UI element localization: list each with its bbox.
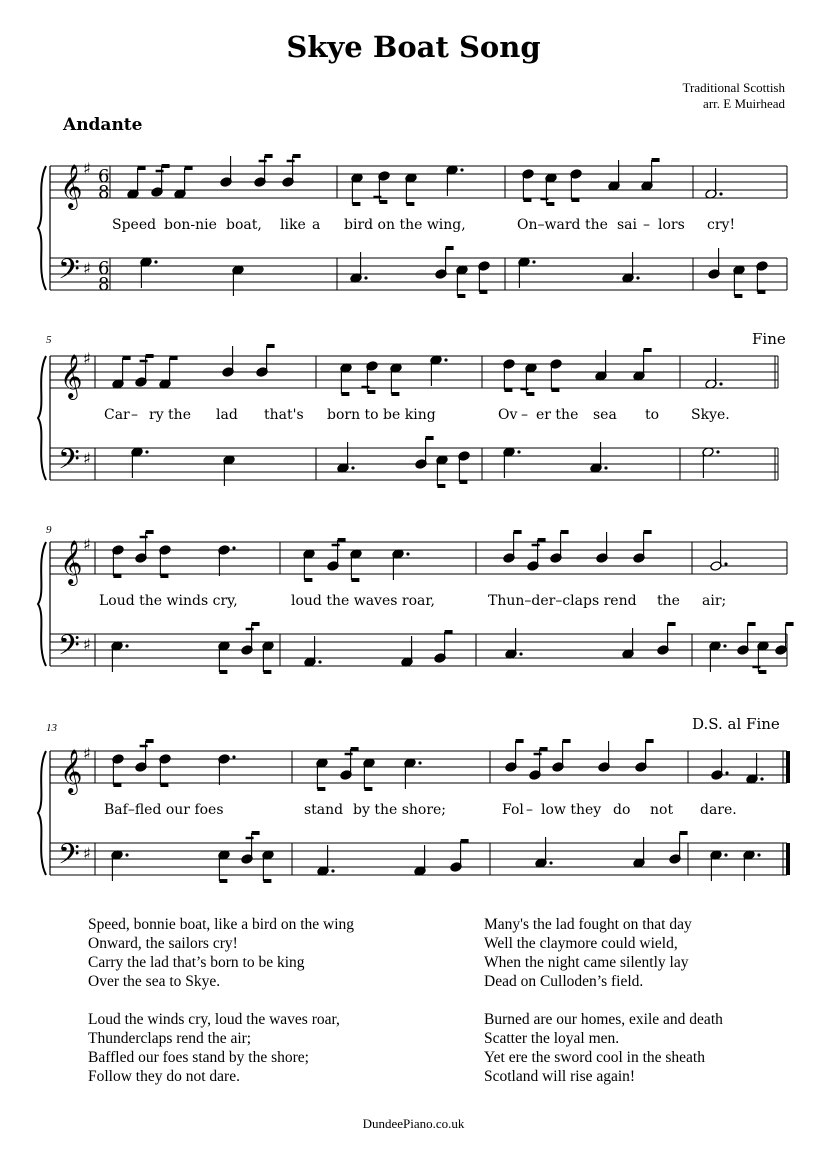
key-signature-sharp: ♯	[83, 635, 91, 654]
lyric-syllable: Car	[104, 407, 130, 423]
lyric-syllable: Speed	[112, 217, 157, 233]
verse-line: Dead on Culloden’s field.	[484, 973, 644, 990]
treble-clef: 𝄞	[60, 749, 83, 793]
lyric-syllable: sai	[617, 217, 638, 233]
note-dot	[532, 260, 535, 263]
note-dot	[351, 466, 354, 469]
bass-clef: 𝄢	[58, 443, 80, 483]
key-signature-sharp: ♯	[83, 844, 91, 863]
verse-line: Many's the lad fought on that day	[484, 916, 692, 933]
lyric-hyphen: –	[521, 407, 528, 423]
lyric-syllable: cry!	[707, 217, 736, 233]
lyric-syllable: Fol	[502, 802, 524, 818]
note-dot	[723, 644, 726, 647]
note-dot	[418, 761, 421, 764]
lyric-syllable: boat,	[226, 217, 262, 233]
lyric-syllable: sea	[593, 407, 617, 423]
final-barline-thick	[786, 843, 790, 875]
note-dot	[716, 450, 719, 453]
lyric-syllable: lors	[658, 217, 685, 233]
note-dot	[318, 660, 321, 663]
lyric-syllable: the	[585, 217, 608, 233]
time-signature-number: 8	[98, 274, 110, 295]
note-dot	[719, 382, 722, 385]
note-dot	[724, 853, 727, 856]
lyric-syllable: loud the waves roar,	[291, 593, 435, 609]
note-dot	[719, 192, 722, 195]
verse-line: Well the claymore could wield,	[484, 935, 678, 952]
note-dot	[725, 771, 728, 774]
key-signature-sharp: ♯	[83, 259, 91, 278]
key-signature-sharp: ♯	[83, 449, 91, 468]
verse-line: Loud the winds cry, loud the waves roar,	[88, 1011, 340, 1028]
verse-line: Follow they do not dare.	[88, 1068, 240, 1085]
lyric-syllable: Thun–der–claps rend	[488, 593, 637, 609]
verse-line: Over the sea to Skye.	[88, 973, 221, 990]
time-signature-number: 6	[98, 258, 110, 279]
lyric-syllable: On–ward	[517, 217, 581, 233]
verse-line: Yet ere the sword cool in the sheath	[484, 1049, 705, 1066]
note-dot	[145, 450, 148, 453]
note-dot	[406, 552, 409, 555]
time-signature-number: 8	[98, 182, 110, 203]
measure-number: 9	[46, 524, 52, 536]
lyric-syllable: Baf–fled our foes	[104, 802, 224, 818]
lyric-syllable: dare.	[700, 802, 737, 818]
verse-line: Onward, the sailors cry!	[88, 935, 238, 952]
note-dot	[549, 861, 552, 864]
key-signature-sharp: ♯	[83, 349, 91, 368]
lyric-syllable: stand	[304, 802, 344, 818]
final-barline-thick	[786, 751, 790, 783]
bass-clef: 𝄢	[58, 838, 80, 878]
note-dot	[604, 466, 607, 469]
lyric-syllable: bird on the wing,	[344, 217, 466, 233]
fine-marking: Fine	[752, 330, 786, 348]
lyric-syllable: not	[650, 802, 674, 818]
treble-clef: 𝄞	[60, 164, 83, 208]
lyric-syllable: Ov	[498, 407, 518, 423]
brace	[38, 166, 46, 290]
brace	[38, 542, 46, 666]
measure-number: 13	[46, 722, 57, 734]
note-dot	[232, 546, 235, 549]
note-dot	[154, 260, 157, 263]
lyric-hyphen: –	[526, 802, 533, 818]
note-dot	[760, 777, 763, 780]
lyric-syllable: Skye.	[691, 407, 730, 423]
lyric-syllable: air;	[702, 593, 727, 609]
lyric-syllable: born to be king	[327, 407, 436, 423]
lyric-syllable: bon-nie	[164, 217, 217, 233]
key-signature-sharp: ♯	[83, 744, 91, 763]
note-dot	[232, 755, 235, 758]
composer-line: Traditional Scottish	[682, 80, 785, 95]
brace	[38, 356, 46, 480]
bass-clef: 𝄢	[58, 629, 80, 669]
note-dot	[444, 358, 447, 361]
measure-number: 5	[46, 334, 52, 346]
treble-clef: 𝄞	[60, 540, 83, 584]
verse-line: Scotland will rise again!	[484, 1068, 636, 1085]
lyric-syllable: a	[312, 217, 321, 233]
note-dot	[519, 652, 522, 655]
brace	[38, 751, 46, 875]
arranger-line: arr. E Muirhead	[703, 96, 785, 111]
key-signature-sharp: ♯	[83, 159, 91, 178]
lyric-hyphen: –	[643, 217, 650, 233]
lyric-syllable: ry the	[149, 407, 191, 423]
note-dot	[724, 562, 727, 565]
verse-line: Speed, bonnie boat, like a bird on the wing	[88, 916, 355, 933]
verse-line: When the night came silently lay	[484, 954, 689, 971]
footer-website: DundeePiano.co.uk	[362, 1116, 465, 1131]
lyric-syllable: lad	[216, 407, 238, 423]
verse-line: Burned are our homes, exile and death	[484, 1011, 723, 1028]
note-dot	[517, 450, 520, 453]
score-title: Skye Boat Song	[286, 30, 541, 64]
note-dot	[125, 644, 128, 647]
lyric-syllable: low they	[541, 802, 602, 818]
lyric-syllable: like	[280, 217, 306, 233]
verse-line: Baffled our foes stand by the shore;	[88, 1049, 309, 1066]
lyric-syllable: by the shore;	[353, 802, 447, 818]
lyric-hyphen: –	[131, 407, 138, 423]
bass-clef: 𝄢	[58, 253, 80, 293]
note-dot	[757, 853, 760, 856]
lyric-syllable: er the	[536, 407, 579, 423]
lyric-syllable: that's	[264, 407, 304, 423]
lyric-syllable: Loud the winds cry,	[99, 593, 238, 609]
ds-al-fine-marking: D.S. al Fine	[692, 715, 780, 733]
note-dot	[125, 853, 128, 856]
tempo-marking: Andante	[63, 115, 143, 135]
note-dot	[331, 869, 334, 872]
note-dot	[364, 276, 367, 279]
verse-line: Scatter the loyal men.	[484, 1030, 620, 1047]
key-signature-sharp: ♯	[83, 535, 91, 554]
lyric-syllable: to	[645, 407, 660, 423]
verse-line: Thunderclaps rend the air;	[88, 1030, 252, 1047]
note-dot	[460, 168, 463, 171]
time-signature-number: 6	[98, 166, 110, 187]
treble-clef: 𝄞	[60, 354, 83, 398]
lyric-syllable: the	[657, 593, 680, 609]
lyric-syllable: do	[613, 802, 631, 818]
verse-line: Carry the lad that’s born to be king	[88, 954, 305, 971]
note-dot	[636, 276, 639, 279]
